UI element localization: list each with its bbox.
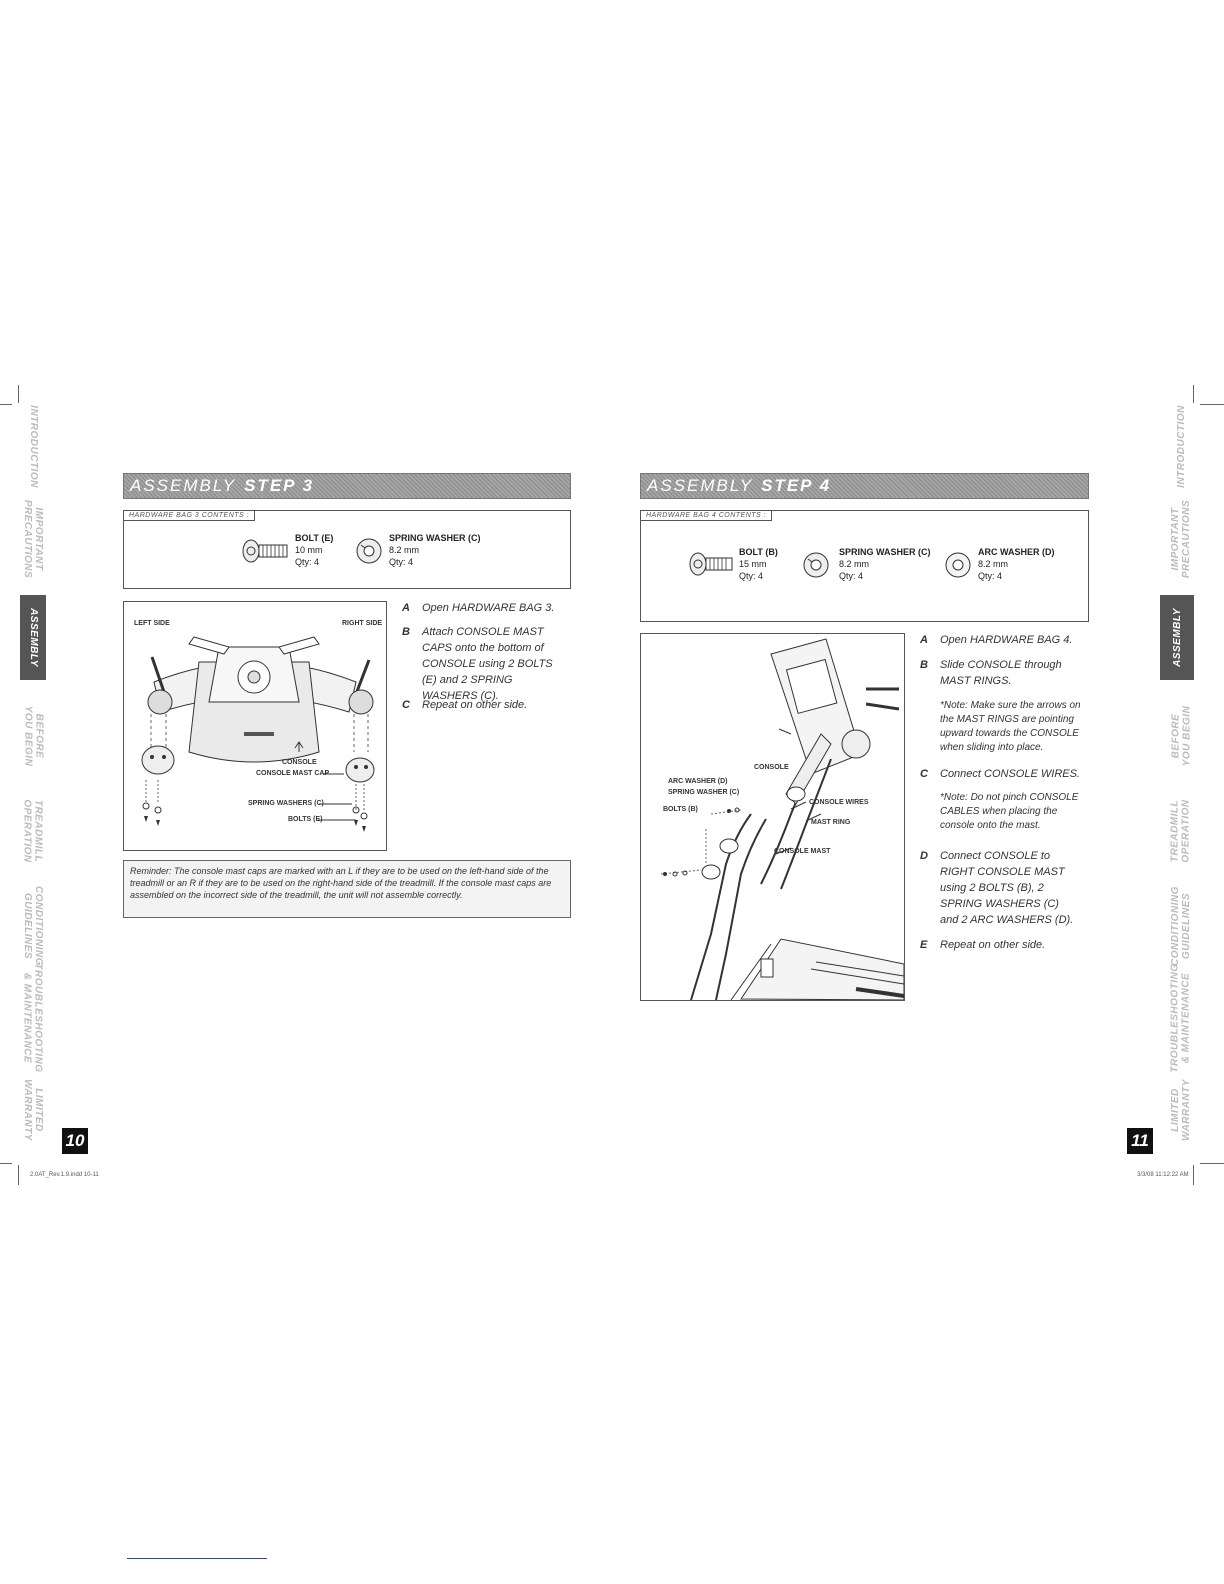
label-mast-ring: MAST RING	[811, 819, 851, 826]
instruction-text: Slide CONSOLE through MAST RINGS.	[940, 659, 1062, 687]
label-left-side: LEFT SIDE	[134, 620, 170, 627]
instruction-text: Repeat on other side.	[940, 939, 1046, 951]
instruction-letter: B	[402, 626, 410, 638]
hardware-bag-3-label: HARDWARE BAG 3 CONTENTS :	[123, 510, 255, 521]
step4-header	[640, 473, 1089, 499]
instruction-text: Attach CONSOLE MAST CAPS onto the bottom of CONSOLE using 2 BOLTS (E) and 2 SPRING WASHERS (C).	[422, 626, 553, 702]
label-spring-washers: SPRING WASHERS (C)	[248, 800, 324, 807]
instruction-text: Open HARDWARE BAG 4.	[940, 634, 1073, 646]
hardware-bag-4-label: HARDWARE BAG 4 CONTENTS :	[640, 510, 772, 521]
spring-washer-icon	[355, 537, 383, 565]
label-right-side: RIGHT SIDE	[342, 620, 383, 627]
step4-note-mast-rings: *Note: Make sure the arrows on the MAST RINGS are pointing upward towards the CONSOLE when sliding into place.	[940, 700, 1081, 753]
part-qty: Qty: 4	[839, 571, 864, 581]
label-console: CONSOLE	[282, 759, 317, 766]
instruction-text: Repeat on other side.	[422, 699, 528, 711]
part-qty: Qty: 4	[389, 557, 414, 567]
side-tab-treadmill-operation-left[interactable]: TREADMILL OPERATION	[22, 799, 44, 863]
part-qty: Qty: 4	[978, 571, 1003, 581]
instruction-text: Connect CONSOLE WIRES.	[940, 768, 1080, 780]
treadmill-illustration	[641, 634, 904, 1000]
bolt-icon	[241, 538, 291, 564]
step4-diagram	[640, 633, 905, 1001]
step3-number: STEP 3	[244, 476, 315, 495]
part-bolt-e	[295, 532, 333, 568]
instruction-letter: E	[920, 939, 928, 951]
side-tab-precautions-right[interactable]: IMPORTANT PRECAUTIONS	[1170, 499, 1193, 579]
side-tab-precautions-left[interactable]: IMPORTANT PRECAUTIONS	[22, 499, 45, 579]
footer-link-line	[127, 1558, 267, 1559]
side-tab-warranty-right[interactable]: LIMITED WARRANTY	[1170, 1079, 1192, 1141]
part-name: SPRING WASHER (C)	[389, 533, 481, 543]
label-console: CONSOLE	[754, 764, 789, 771]
hardware-bag-3-box	[123, 510, 571, 589]
crop-mark	[18, 385, 19, 403]
label-bolts-b: BOLTS (B)	[663, 806, 698, 813]
instruction-letter: C	[402, 699, 410, 711]
part-name: BOLT (B)	[739, 547, 778, 557]
instruction-text: Open HARDWARE BAG 3.	[422, 602, 555, 614]
slug-left: 2.0AT_Rev.1.9.indd 10-11	[30, 1172, 99, 1178]
step3-header	[123, 473, 571, 499]
part-size: 8.2 mm	[839, 559, 870, 569]
side-tab-warranty-left[interactable]: LIMITED WARRANTY	[22, 1079, 44, 1141]
slug-right: 3/3/08 11:12:22 AM	[1137, 1172, 1189, 1178]
part-size: 15 mm	[739, 559, 767, 569]
step3-title: ASSEMBLY	[130, 476, 237, 495]
instruction-text: Connect CONSOLE to RIGHT CONSOLE MAST using 2 BOLTS (B), 2 SPRING WASHERS (C) and 2 ARC WASHERS (D).	[940, 850, 1074, 926]
crop-mark	[1200, 404, 1224, 405]
instruction-letter: C	[920, 768, 928, 780]
console-illustration	[124, 602, 386, 850]
crop-mark	[1193, 385, 1194, 403]
hardware-bag-4-box	[640, 510, 1089, 622]
side-tab-assembly-right[interactable]: ASSEMBLY	[1160, 595, 1194, 680]
label-console-wires: CONSOLE WIRES	[809, 799, 869, 806]
side-tab-before-you-begin-left[interactable]: BEFORE YOU BEGIN	[22, 705, 44, 767]
bolt-icon	[688, 551, 736, 577]
part-arc-washer-d	[978, 546, 1055, 582]
arc-washer-icon	[944, 551, 972, 579]
label-console-mast: CONSOLE MAST	[774, 848, 831, 855]
crop-mark	[0, 1163, 12, 1164]
instruction-letter: A	[402, 602, 410, 614]
step3-diagram	[123, 601, 387, 851]
side-tab-troubleshooting-right[interactable]: TROUBLESHOOTING & MAINTENANCE	[1170, 962, 1193, 1073]
step4-number: STEP 4	[761, 476, 832, 495]
instruction-letter: D	[920, 850, 928, 862]
side-tab-introduction-left[interactable]: INTRODUCTION	[27, 404, 39, 488]
part-size: 10 mm	[295, 545, 323, 555]
side-tab-before-you-begin-right[interactable]: BEFORE YOU BEGIN	[1170, 705, 1192, 767]
crop-mark	[18, 1165, 19, 1185]
part-name: BOLT (E)	[295, 533, 334, 543]
step4-note-cables: *Note: Do not pinch CONSOLE CABLES when placing the console onto the mast.	[940, 792, 1079, 831]
part-qty: Qty: 4	[739, 571, 764, 581]
side-tab-conditioning-right[interactable]: CONDITIONING GUIDELINES	[1170, 886, 1193, 966]
label-bolts: BOLTS (E)	[288, 816, 323, 823]
part-size: 8.2 mm	[978, 559, 1009, 569]
label-spring-washer: SPRING WASHER (C)	[668, 789, 740, 796]
part-name: SPRING WASHER (C)	[839, 547, 931, 557]
side-tab-conditioning-left[interactable]: CONDITIONING GUIDELINES	[22, 886, 45, 966]
spring-washer-icon	[802, 551, 830, 579]
page-number-left: 10	[62, 1128, 88, 1154]
part-qty: Qty: 4	[295, 557, 320, 567]
step4-title: ASSEMBLY	[647, 476, 754, 495]
page-number-right: 11	[1127, 1128, 1153, 1154]
crop-mark	[0, 404, 12, 405]
part-name: ARC WASHER (D)	[978, 547, 1055, 557]
crop-mark	[1193, 1165, 1194, 1185]
part-bolt-b	[739, 546, 778, 582]
part-spring-washer-c	[839, 546, 931, 582]
instruction-letter: A	[920, 634, 928, 646]
crop-mark	[1200, 1163, 1224, 1164]
label-arc-washer: ARC WASHER (D)	[668, 778, 728, 785]
part-spring-washer-c	[389, 532, 481, 568]
side-tab-treadmill-operation-right[interactable]: TREADMILL OPERATION	[1170, 799, 1192, 863]
side-tab-troubleshooting-left[interactable]: TROUBLESHOOTING & MAINTENANCE	[22, 962, 45, 1073]
part-size: 8.2 mm	[389, 545, 420, 555]
instruction-letter: B	[920, 659, 928, 671]
reminder-note: Reminder: The console mast caps are marked with an L if they are to be used on the left-hand side of the treadmill or an R if they are to be used on the right-hand side of the treadmill. If the console mast caps are assembled on the incorrect side of the treadmill, the unit will not assemble correctly.	[123, 860, 571, 918]
label-console-mast-cap: CONSOLE MAST CAP	[256, 770, 330, 777]
side-tab-introduction-right[interactable]: INTRODUCTION	[1175, 404, 1187, 488]
side-tab-assembly-left[interactable]: ASSEMBLY	[20, 595, 46, 680]
